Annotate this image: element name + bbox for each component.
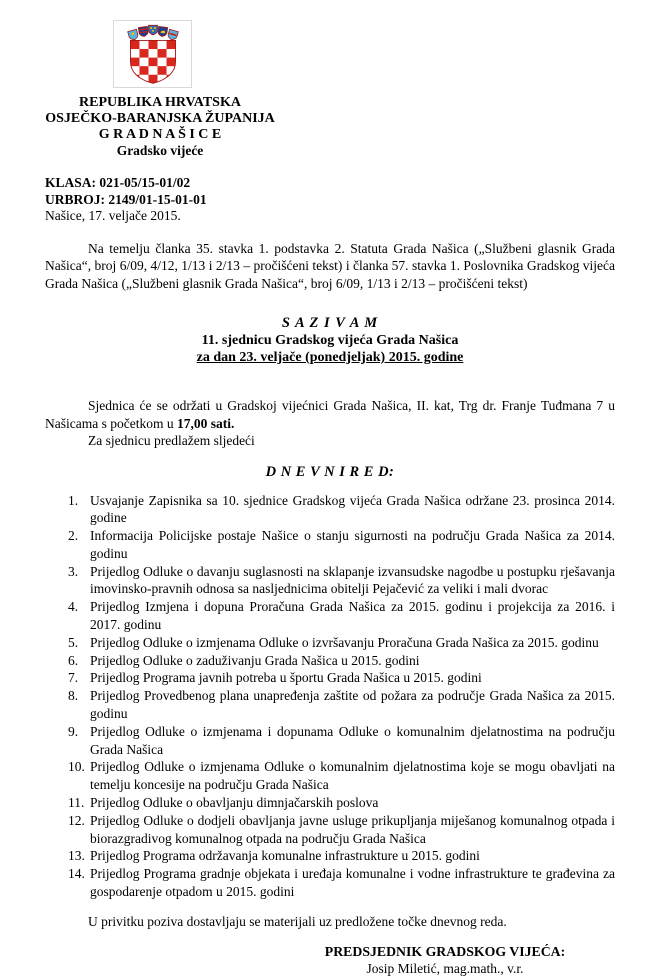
signature-block [295,944,595,977]
closing-note: U privitku poziva dostavljaju se materijali uz predložene točke dnevnog reda. [88,913,507,929]
org-line-republic: REPUBLIKA HRVATSKA [79,95,241,110]
session-location-text: Sjednica će se održati u Gradskoj vijećnici Grada Našica, II. kat, Trg dr. Franje Tuđmana 7 u Našicama s početkom u [45,398,615,431]
klasa-line: KLASA: 021-05/15-01/02 [45,175,191,190]
agenda-item [68,598,615,634]
urbroj-line: URBROJ: 2149/01-15-01-01 [45,191,207,207]
place-date-line: Našice, 17. veljače 2015. [45,208,181,223]
croatian-coat-of-arms-icon [124,23,182,85]
convocation-date-line: za dan 23. veljače (ponedjeljak) 2015. godine [196,350,464,365]
org-line-council: Gradsko vijeće [116,143,204,158]
session-location-paragraph [45,397,615,432]
agenda-item-text: Prijedlog Provedbenog plana unapređenja zaštite od požara za područje Grada Našica za 2015. godinu [90,688,615,722]
agenda-item-text: Prijedlog Odluke o izmjenama Odluke o komunalnim djelatnostima koje se mogu obavljati na temelju koncesije na području Grada Našica [90,759,615,793]
agenda-item [68,669,615,687]
agenda-item-text: Prijedlog Odluke o izmjenama Odluke o izvršavanju Proračuna Grada Našica za 2015. godinu [90,634,599,650]
agenda-item-text: Prijedlog Odluke o dodjeli obavljanja javne usluge prikupljanja miješanog komunalnog otpada i biorazgradivog komunalnog otpada na području Grada Našica [90,812,615,846]
agenda-item-text: Prijedlog Programa javnih potreba u športu Grada Našica u 2015. godini [90,670,482,686]
agenda-item [68,758,615,794]
agenda-item-number: 3. [68,563,79,579]
agenda-item-text: Prijedlog Izmjena i dopuna Proračuna Grada Našica za 2015. godinu i projekcija za 2016. i 2017. godinu [90,599,615,633]
agenda-item-text: Prijedlog Programa održavanja komunalne infrastrukture u 2015. godini [90,848,480,864]
org-line-city: G R A D N A Š I C E [98,127,222,142]
agenda-list [45,492,615,901]
document-meta [45,175,615,225]
signature-title: PREDSJEDNIK GRADSKOG VIJEĆA: [324,944,566,960]
agenda-item [68,687,615,723]
signature-name: Josip Miletić, mag.math., v.r. [366,960,524,976]
agenda-item [68,794,615,812]
agenda-item-number: 11. [68,795,85,811]
agenda-item [68,492,615,528]
agenda-item-number: 4. [68,599,79,615]
agenda-item-text: Usvajanje Zapisnika sa 10. sjednice Gradskog vijeća Grada Našica održane 23. prosinca 2014. godine [90,492,615,526]
agenda-item-number: 12. [68,812,85,828]
session-proposal-line: Za sjednicu predlažem sljedeći [88,433,255,448]
agenda-item-number: 10. [68,759,85,775]
convocation-heading [45,315,615,366]
org-line-county: OSJEČKO-BARANJSKA ŽUPANIJA [45,111,275,126]
agenda-item [68,847,615,865]
convocation-title: S A Z I V A M [281,315,379,331]
legal-basis-paragraph: Na temelju članka 35. stavka 1. podstavka 2. Statuta Grada Našica („Službeni glasnik Grada Našica“, broj 6/09, 4/12, 1/13 i 2/13 – pročišćeni tekst) i članka 57. stavka 1. Poslovnika Gradskog vijeća Grada Našica („Službeni glasnik Grada Našica“, broj 6/09, 1/13 i 2/13 – pročišćeni tekst) [45,240,615,291]
agenda-item-number: 2. [68,528,79,544]
agenda-item [68,527,615,563]
agenda-item [68,563,615,599]
session-time-bold: 17,00 sati. [176,415,235,431]
institution-header [35,95,285,159]
agenda-item-number: 13. [68,848,85,864]
agenda-item-text: Prijedlog Programa gradnje objekata i uređaja komunalne i vodne infrastrukture te građevina za gospodarenje otpadom u 2015. godini [90,866,615,900]
agenda-title: D N E V N I R E D: [265,463,395,480]
agenda-item [68,812,615,848]
agenda-item [68,723,615,759]
agenda-item-text: Prijedlog Odluke o obavljanju dimnjačarskih poslova [90,795,379,811]
agenda-item-text: Informacija Policijske postaje Našice o stanju sigurnosti na području Grada Našica za 2014. godinu [90,528,615,561]
agenda-item-text: Prijedlog Odluke o izmjenama i dopunama Odluke o komunalnim djelatnostima na području Grada Našica [90,723,615,757]
agenda-item [68,634,615,652]
agenda-item-number: 5. [68,634,79,650]
agenda-item [68,865,615,901]
agenda-item-text: Prijedlog Odluke o davanju suglasnosti na sklapanje izvansudske nagodbe u postupku rješavanja imovinsko-pravnih odnosa sa nasljednicima obitelji Pejačević za veliki i mali dvorac [90,563,615,597]
agenda-item-number: 6. [68,652,79,668]
agenda-item-number: 14. [68,866,85,882]
agenda-item-number: 1. [68,492,79,508]
agenda-item [68,652,615,670]
coat-of-arms-box [113,20,192,88]
convocation-session-line: 11. sjednicu Gradskog vijeća Grada Našica [201,333,459,348]
agenda-item-text: Prijedlog Odluke o zaduživanju Grada Našica u 2015. godini [90,652,420,668]
agenda-item-number: 9. [68,723,79,739]
agenda-item-number: 7. [68,670,79,686]
session-info [45,397,615,450]
agenda-item-number: 8. [68,688,79,704]
